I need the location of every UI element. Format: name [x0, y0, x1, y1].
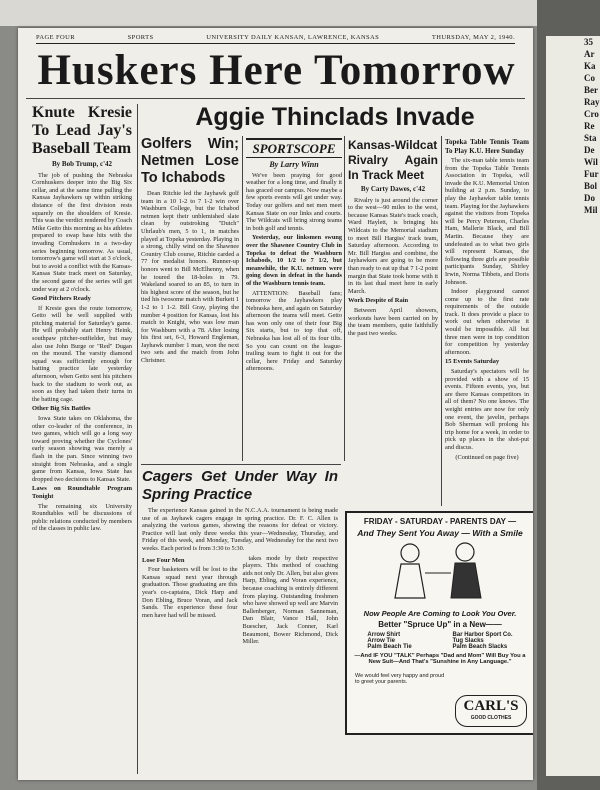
article-table-tennis	[445, 138, 529, 461]
adjacent-page-fragment: Mil	[584, 205, 598, 215]
adjacent-page-fragment: Cro	[584, 109, 599, 119]
article-headline: Cagers Get Under Way In Spring Practice	[142, 468, 338, 503]
adjacent-page-fragment: Ar	[584, 49, 595, 59]
sportscope-title: SPORTSCOPE	[246, 138, 342, 158]
sportscope-byline: By Larry Winn	[269, 160, 319, 169]
subheading: 15 Events Saturday	[445, 358, 500, 366]
ad-illustration	[365, 538, 515, 600]
article-golfers	[141, 136, 239, 367]
ad-product-list	[347, 632, 533, 650]
article-cagers	[142, 468, 338, 648]
section-name: SPORTS	[127, 34, 154, 41]
article-track-meet	[348, 138, 438, 339]
adjacent-page-fragment: Wil	[584, 157, 598, 167]
adjacent-page-fragment: De	[584, 145, 595, 155]
subheading: Lose Four Men	[142, 556, 185, 564]
scanner-background-top	[0, 0, 600, 26]
carls-advertisement	[345, 511, 533, 735]
adjacent-page-fragment: Bol	[584, 181, 598, 191]
adjacent-page-fragment: 35	[584, 37, 593, 47]
subheading: Work Despite of Rain	[348, 297, 409, 305]
adjacent-page-fragment: Re	[584, 121, 595, 131]
article-headline: Topeka Table Tennis Team To Play K.U. Here Sunday	[445, 138, 529, 155]
ad-tagline: And They Sent You Away — With a Smile	[357, 528, 523, 538]
carls-logo	[455, 695, 527, 727]
adjacent-page-fragment: Sta	[584, 133, 597, 143]
article-body: If Kresie goes the route tomorrow, Getto will be well supplied with pitching material for Saturday's game. He will probably start Henry Heink, southpaw pitcher-outfielder, but may also use John Burge or "Red" Dugan on the mound. The varsity diamond squad was sufficiently enough for batting practice late yesterday afternoon, when Getto sent his pitchers back to the stadium to work out, as soon as they had taken their turns in the batting cage.	[32, 304, 132, 403]
ad-small-print: We would feel very happy and proud to greet your parents.	[355, 673, 445, 685]
ad-item: Palm Beach Tie	[367, 644, 412, 650]
article-body: takes mode by their respective players. This method of coaching aids not only Dr. Allen, but also gives Harp, Ebling, and Voran experience, because coaching is entirely different from playing. Outstanding freshmen who have showed up well are Marvin Ballenberger, Norman Sanneman, Dan Blair, Vance Hall, John Buescher, Jack Conner, Karl Beaumont, Bower Richmond, Dick Miller.	[242, 554, 338, 646]
article-body: The remaining six University Roundtables will be discussions of public relations conducted by members of the classes in public law.	[32, 502, 132, 533]
adjacent-page-fragment: Ber	[584, 85, 598, 95]
article-body: The experience Kansas gained in the N.C.A.A. tournament is being made use of as Jayhawk cagers engage in spring practice. Dr. F. C. Allen is analyzing the various games, showing the reasons for defeat or victory. Practice will last only three weeks this year—Wednesday, Thursday, and Friday of this week, and Monday, Tuesday, and Wednesday for the next two weeks. Each period is from 3:30 to 5:30.	[142, 507, 338, 552]
adjacent-page-fragment: Ka	[584, 61, 596, 71]
article-body: Indoor playground cannot come up to the first rate requirements of the outside track. It does provide a place to work out when otherwise it would be impossible. All but three men were in top condition for competition by yesterday afternoon.	[445, 288, 529, 356]
article-body: Four basketeers will be lost to the Kansas squad next year through graduation. Those graduating are this year's co-captains, Dick Harp and Don Ebling, Bruce Voran, and Jack Sands. The experience these four men have had will be missed.	[142, 566, 238, 619]
adjacent-page-fragment: Fur	[584, 169, 599, 179]
article-body: Saturday's spectators will be provided with a show of 15 events. Fifteen events, yes, but are there Kansas competitors in all of them? No one knows. The weight entries are now for only one event, the javelin, perhaps Bob Sherman will prolong his trip home for a week, in order to pick up places in the shot-put and discus.	[445, 368, 529, 451]
subheading: Good Pitchers Ready	[32, 295, 91, 303]
column-body-bold: Yesterday, our linksmen swung over the Shawnee Country Club in Topeka to defeat the Washburn Ichabods, 10 1/2 to 7 1/2, but meanwhile, the K.U. netmen were going down in defeat in the hands of the Washburn tennis team.	[246, 234, 342, 287]
ad-headline: FRIDAY - SATURDAY - PARENTS DAY —	[363, 517, 517, 526]
article-body: The job of pushing the Nebraska Cornhuskers deeper into the Big Six cellar, and at the same time pulling the Kansas Jayhawkers up within striking distance of the first division rests squarely on the shoulders of Kresie. This was the verdict rendered by Coach Mike Getto this morning as his athletes prepared to swap base hits with the invading Cornhuskers in a two-day series beginning tomorrow. As usual, tomorrow's game will start at 3 o'clock, but to avoid a conflict with the Kansas-Kansas State track meet on Saturday, the second game of the series will get under way at 2 o'clock.	[32, 171, 133, 293]
banner-headline: Huskers Here Tomorrow	[37, 47, 516, 94]
adjacent-page-fragment: Ray	[584, 97, 600, 107]
article-byline: By Bob Trump, c'42	[51, 160, 113, 168]
article-headline: Kansas-Wildcat Rivalry Again In Track Meet	[348, 138, 438, 182]
page-number: PAGE FOUR	[36, 34, 75, 41]
adjacent-page-fragment: Do	[584, 193, 595, 203]
column-body: ATTENTION: Baseball fans; tomorrow the Jayhawkers play Nebraska here, and again on Saturday afternoon the teams will meet. Getto has won only one of their four Big Six starts, but to top that off, Nebraska has lost all of its four tilts. So you can count on the league-trailing team to fight it out for the cellar, here Friday and Saturday afternoons.	[246, 289, 342, 373]
paper-name: UNIVERSITY DAILY KANSAN, LAWRENCE, KANSAS	[206, 34, 380, 41]
article-headline: Golfers Win; Netmen Lose To Ichabods	[141, 136, 239, 186]
aggie-headline: Aggie Thinclads Invade	[195, 103, 475, 131]
ad-item: Tug Slacks	[452, 638, 484, 644]
article-body: Iowa State takes on Oklahoma, the other co-leader of the conference, in two games, which will go a long way toward proving whether the Cyclones' early season showing was merely a flash in the pan. Since winning two straight from Nebraska, and a single game from Kansas, Iowa State has dropped two decisions to Kansas State.	[32, 415, 132, 483]
adjacent-page-fragment: Co	[584, 73, 595, 83]
subheading: Other Big Six Battles	[32, 405, 91, 413]
page-folio	[36, 34, 515, 44]
ad-line: —And IF YOU "TALK" Perhaps "Dad and Mom" Will Buy You a New Suit—And That's "Sunshine in Any Language."	[354, 653, 526, 665]
article-body: The six-man table tennis team from the Topeka Table Tennis Association in Topeka, will invade the K.U. Memorial Union building at 2 p.m. Sunday, to play the Jayhawker table tennis team. Playing for the Jayhawkers against the visitors from Topeka will be Percy Peterson, Charles Ham, Mallerie Black, and Bill Martin. Because they are undefeated as to what two girls will represent Kansas, the following three girls are possible participants Sunday, Shirley Irwin, Norma Tibbets, and Doris Johnson.	[445, 157, 529, 286]
article-headline: Knute Kresie To Lead Jay's Baseball Team	[32, 104, 132, 157]
banner-rule	[26, 98, 525, 99]
ad-item: Palm Beach Slacks	[452, 644, 508, 650]
brand-name: CARL'S	[463, 698, 519, 714]
subheading: Laws on Roundtable Program Tonight	[32, 485, 132, 500]
ad-item: Arrow Shirt	[367, 632, 401, 638]
sportscope-column	[246, 138, 342, 375]
continued-note: (Continued on page five)	[455, 453, 519, 461]
ad-item: Bar Harbor Sport Co.	[452, 632, 513, 638]
article-body: Dean Ritchie led the Jayhawk golf team in a 10 1-2 to 7 1-2 win over Washburn College, but the Ichabod netmen kept their unblemished slate clean by outstroking "Dutch" Uhrlaub's men, 5 to 1, in matches played at Topeka yesterday. Playing in a strong, chilly wind on the Shawnee Country Club course, Ritchie carded a 77 for medalist honors. Runner-up honors went to Bill McElhenny, when he toured the 18-holes in 79. Wakeland soared to an 85, to turn in his highest score of the season, but he tied his twosome match with Burkett 1 1-2 to 1 1-2. Bill Gray, playing the number 4 position for Kansas, lost his match to Knight, who was low man for Washburn with a 78. After losing his first set, 6-3, Howard Engleman, Jayhawk number 1 man, won the next two sets and the match from John Christner.	[141, 190, 239, 365]
article-kresie	[32, 104, 132, 535]
article-body: Between April showers, workouts have been carried on by the team members, quite faithfully the past two weeks.	[348, 306, 438, 337]
adjacent-page-edge	[546, 36, 600, 776]
article-body: Rivalry is just around the corner to the west—90 miles to the west, because Kansas State's track coach, Ward Haylett, is bringing his Wildcats to the Memorial stadium to meet Bill Hargiss' track team, Saturday afternoon. According to Mr. Bill Hargiss and combine, the Jayhawkers are going to be more than ready to eat up that 7 1-2 point margin that State took home with it in its last dual meet here in early March.	[348, 196, 438, 295]
ad-line: Better "Spruce Up" in a New——	[378, 620, 502, 629]
ad-line: Now People Are Coming to Look You Over.	[363, 609, 517, 618]
issue-date: THURSDAY, MAY 2, 1940.	[431, 34, 515, 41]
column-body: We've been praying for good weather for a long time, and finally it has graced our campus. Now maybe a few sports events will get under way. Today our golfers and net men meet Kansas State on our links and courts. The Wildcats will bring strong teams in both golf and tennis.	[246, 171, 342, 232]
ad-item: Arrow Tie	[367, 638, 395, 644]
article-byline: By Carty Dawes, c'42	[360, 185, 426, 193]
brand-subtitle: GOOD CLOTHES	[470, 715, 512, 721]
newspaper-page	[18, 28, 533, 780]
